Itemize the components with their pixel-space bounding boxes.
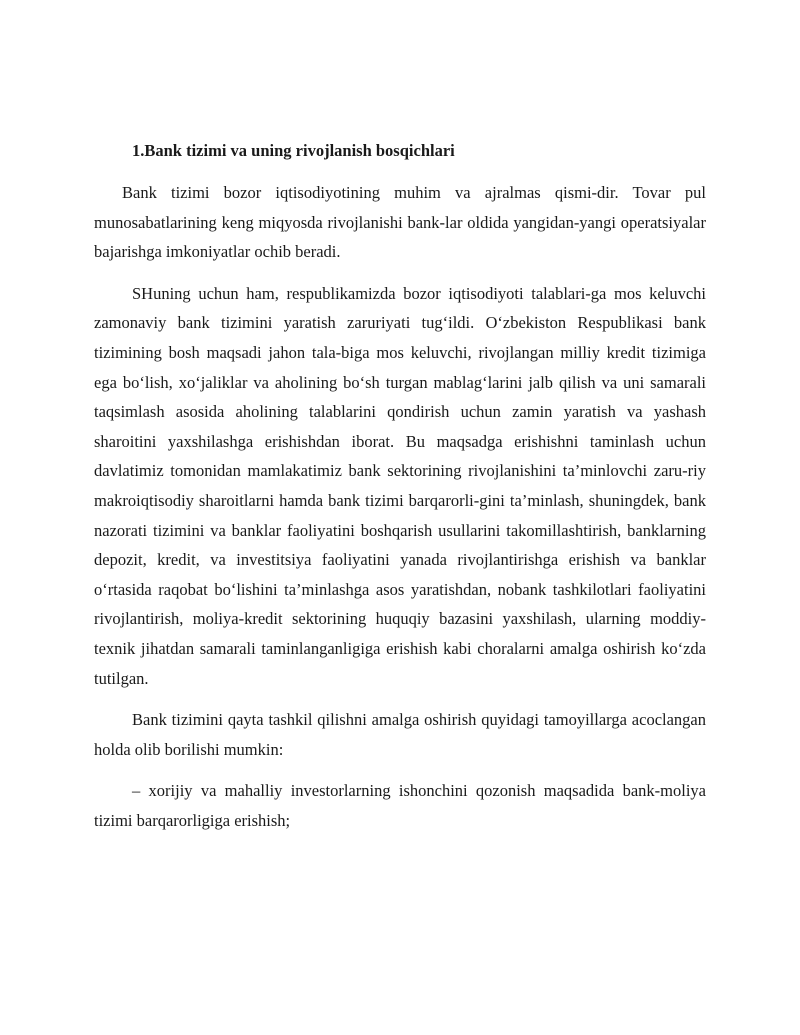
list-item-principle-1: – xorijiy va mahalliy investorlarning ishonchini qozonish maqsadida bank-moliya tizimi barqarorligiga erishish; xyxy=(94,781,706,830)
paragraph-intro: Bank tizimi bozor iqtisodiyotining muhim va ajralmas qismi-dir. Tovar pul munosabatlarining keng miqyosda rivojlanishi bank-lar oldida yangidan-yangi operatsiyalar bajarishga imkoniyatlar ochib beradi. xyxy=(94,183,706,262)
paragraph-principles: Bank tizimini qayta tashkil qilishni amalga oshirish quyidagi tamoyillarga acoclangan holda olib borilishi mumkin: xyxy=(94,710,706,759)
section-heading: 1.Bank tizimi va uning rivojlanish bosqichlari xyxy=(132,141,455,160)
paragraph-goals: SHuning uchun ham, respublikamizda bozor iqtisodiyoti talablari-ga mos keluvchi zamonaviy bank tizimini yaratish zaruriyati tug‘ildi. O‘zbekiston Respublikasi bank tizimining bosh maqsadi jahon tala-biga mos keluvchi, rivojlangan milliy kredit tizimiga ega bo‘lish, xo‘jaliklar va aholining bo‘sh turgan mablag‘larini jalb qilish va uni samarali taqsimlash asosida aholining talablarini qondirish uchun zamin yaratish va yashash sharoitini yaxshilashga erishishdan iborat. Bu maqsadga erishishni taminlash uchun davlatimiz tomonidan mamlakatimiz bank sektorining rivojlanishini ta’minlovchi zaru-riy makroiqtisodiy sharoitlarni hamda bank tizimi barqarorli-gini ta’minlash, shuningdek, bank nazorati tizimini va banklar faoliyatini boshqarish usullarini takomillashtirish, banklarning depozit, kredit, va investitsiya faoliyatini yanada rivojlantirishga erishish va banklar o‘rtasida raqobat bo‘lishini ta’minlashga asos yaratishdan, nobank tashkilotlari faoliyatini rivojlantirish, moliya-kredit sektorining huquqiy bazasini yaxshilash, ularning moddiy-texnik jihatdan samarali taminlanganligiga erishish kabi choralarni amalga oshirish ko‘zda tutilgan. xyxy=(94,283,706,688)
document-page xyxy=(94,138,706,847)
